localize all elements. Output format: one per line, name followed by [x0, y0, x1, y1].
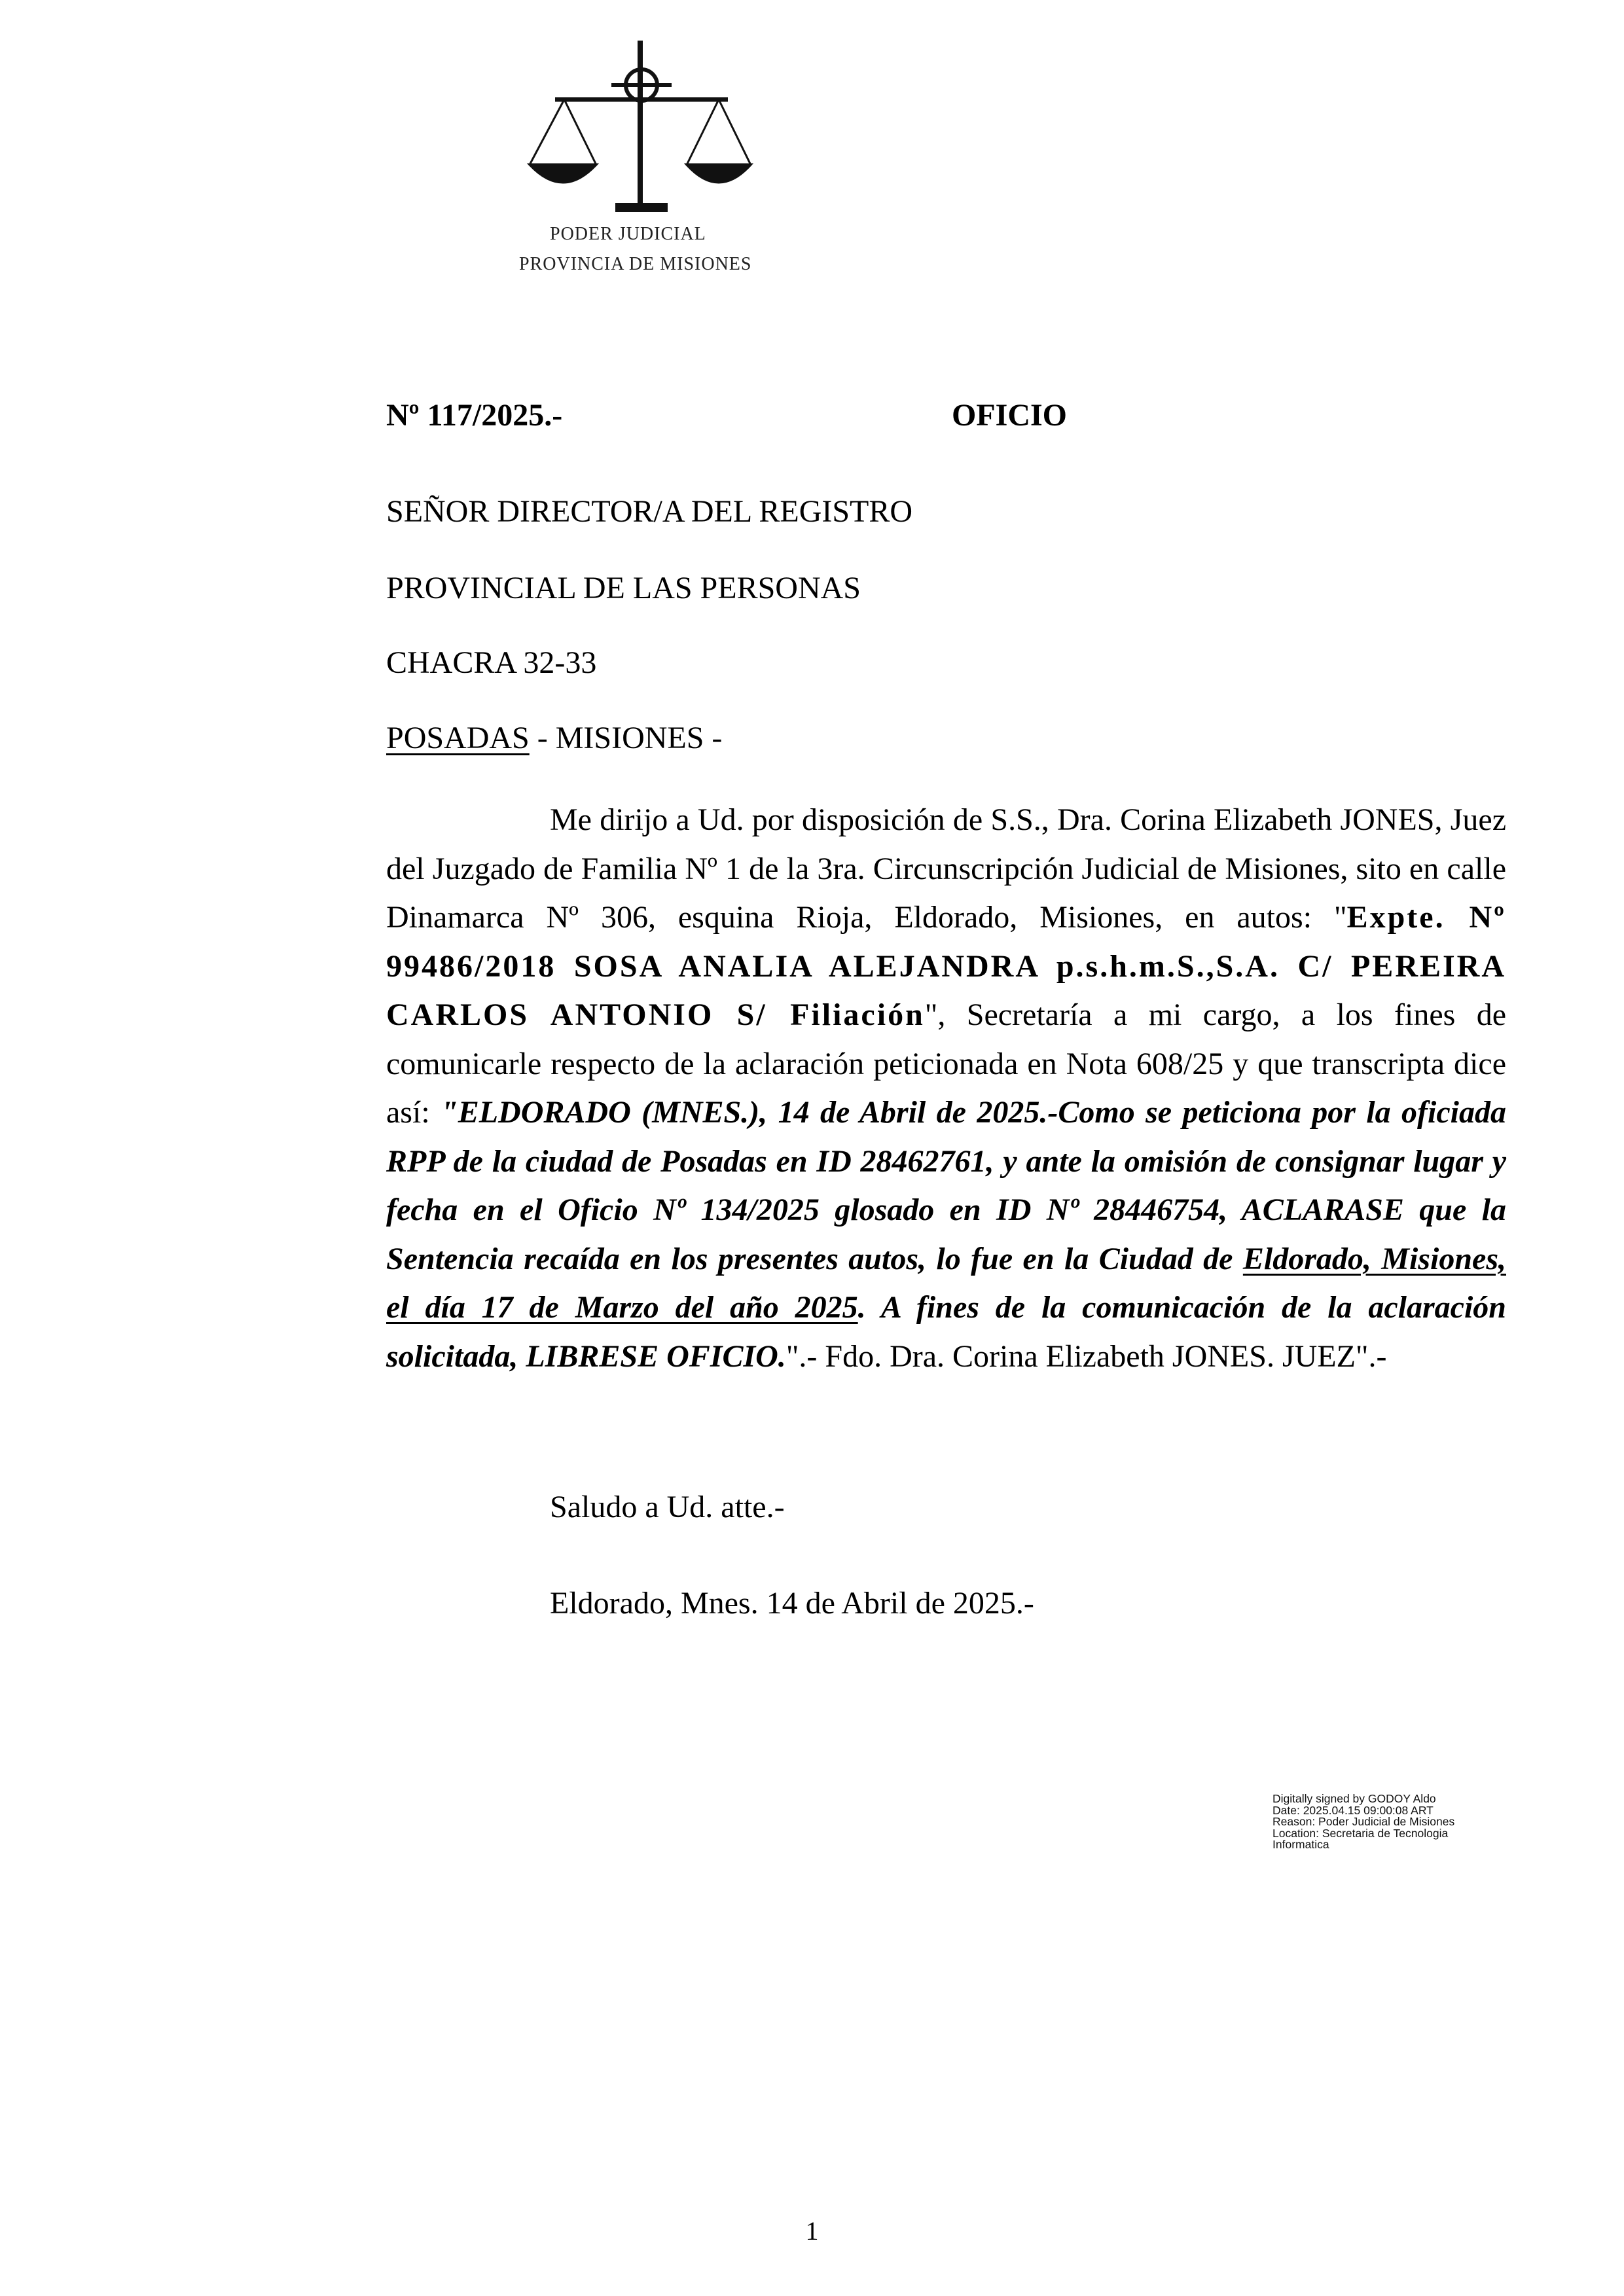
- resolution-date-heading: "ELDORADO (MNES.), 14 de Abril de 2025.-: [441, 1095, 1058, 1130]
- signature-location-cont: Informatica: [1272, 1838, 1329, 1851]
- oficio-number: Nº 117/2025.-: [386, 398, 563, 433]
- resolution-text-cont: . A fines de la comunicación de la aclaración solicitada,: [386, 1290, 1507, 1374]
- signature-signed-by: Digitally signed by GODOY Aldo: [1272, 1792, 1436, 1805]
- addressee-line-1: SEÑOR DIRECTOR/A DEL REGISTRO: [386, 494, 913, 529]
- judge-signature-text: ".- Fdo. Dra. Corina Elizabeth JONES. JUEZ".-: [785, 1338, 1387, 1374]
- addressee-city-line: [386, 719, 722, 758]
- sentence-place-date: Eldorado, Misiones, el día 17 de Marzo del año 2025: [386, 1241, 1507, 1325]
- signature-reason: Reason: Poder Judicial de Misiones: [1272, 1815, 1455, 1828]
- case-reference: Expte. Nº 99486/2018 SOSA ANALIA ALEJANDRA p.s.h.m.S.,S.A. C/ PEREIRA CARLOS ANTONIO S/ Filiación: [386, 900, 1506, 1032]
- logo-text-poder-judicial: PODER JUDICIAL: [550, 224, 706, 244]
- document-title: OFICIO: [952, 398, 1068, 433]
- addressee-city: POSADAS: [386, 721, 530, 755]
- body-intro: Me dirijo a Ud. por disposición de S.S., Dra. Corina Elizabeth JONES, Juez del Juzgado de Familia Nº 1 de la 3ra. Circunscripción Judicial de Misiones, sito en calle Dinamarca Nº 306, esquina Rioja, Eldorado, Misiones, en autos: ": [386, 802, 1506, 935]
- addressee-line-3: CHACRA 32-33: [386, 645, 597, 680]
- digital-signature-stamp: [1272, 1793, 1454, 1851]
- judicial-scales-logo-icon: [524, 39, 759, 216]
- place-and-date: Eldorado, Mnes. 14 de Abril de 2025.-: [550, 1586, 1034, 1621]
- closing-greeting: Saludo a Ud. atte.-: [550, 1490, 785, 1524]
- librese-oficio: LIBRESE OFICIO.: [526, 1338, 786, 1374]
- body-purpose: ", Secretaría a mi cargo, a los fines de comunicarle respecto de la aclaración peticionada en Nota 608/25 y que transcripta dice así:: [386, 997, 1506, 1130]
- page-number: 1: [805, 2216, 819, 2246]
- logo-text-provincia: PROVINCIA DE MISIONES: [519, 254, 752, 274]
- addressee-province: - MISIONES -: [529, 721, 723, 755]
- resolution-text: Como se peticiona por la oficiada RPP de la ciudad de Posadas en ID 28462761, y ante la omisión de consignar lugar y fecha en el Oficio Nº 134/2025 glosado en ID Nº 28446754, ACLARASE que la Sentencia recaída en los presentes autos, lo fue en la Ciudad de: [386, 1095, 1507, 1276]
- signature-date: Date: 2025.04.15 09:00:08 ART: [1272, 1803, 1434, 1817]
- addressee-line-2: PROVINCIAL DE LAS PERSONAS: [386, 571, 861, 605]
- body-paragraph: [386, 796, 1506, 1381]
- signature-location: Location: Secretaria de Tecnologia: [1272, 1826, 1449, 1840]
